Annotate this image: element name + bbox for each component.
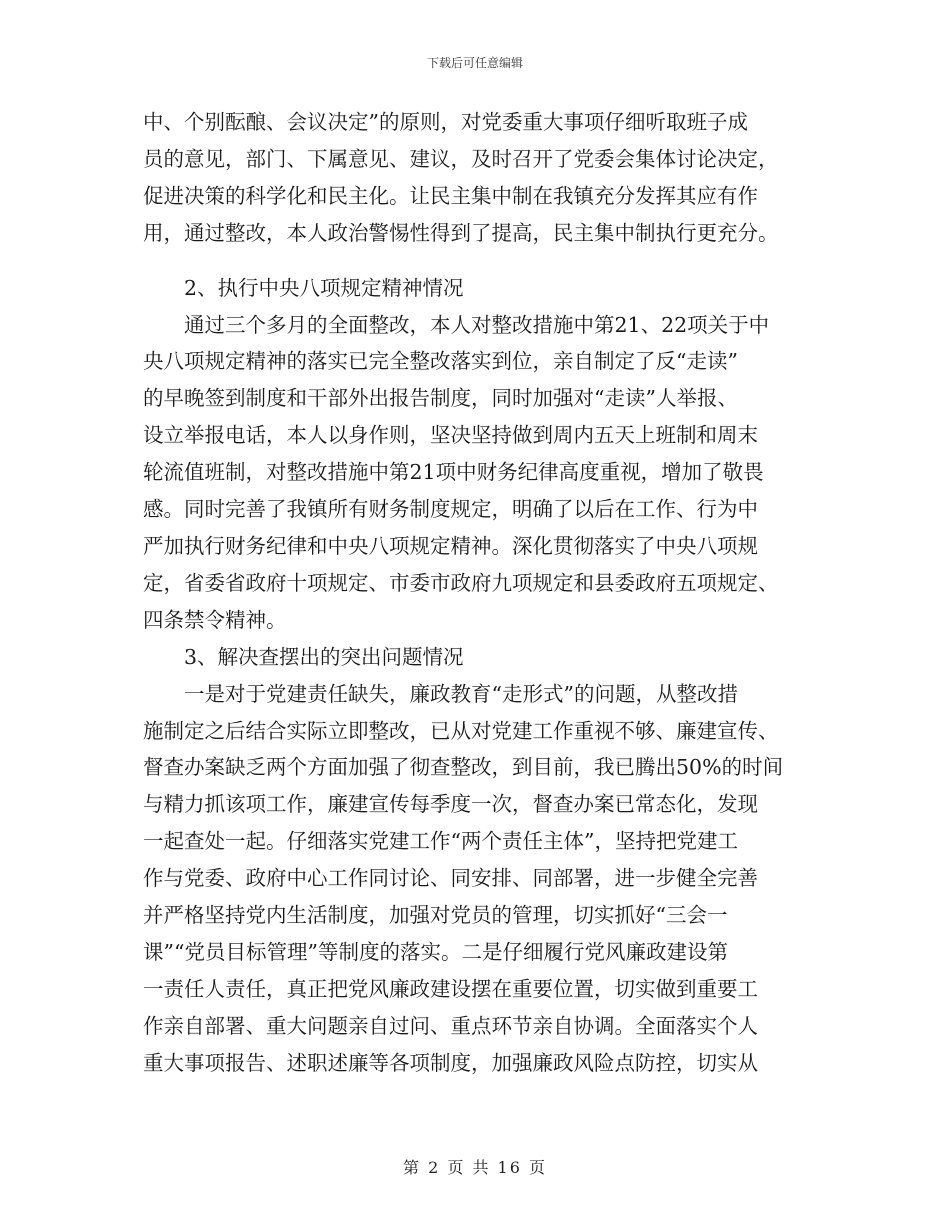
paragraph-prominent-issues (143, 676, 811, 1082)
text-line: 与精力抓该项工作，廉建宣传每季度一次，督查办案已常态化，发现 (143, 792, 758, 817)
text-line: 定，省委省政府十项规定、市委市政府九项规定和县委政府五项规定、 (143, 570, 779, 595)
text-line: 施制定之后结合实际立即整改，已从对党建工作重视不够、廉建宣传、 (143, 718, 779, 743)
text-line: 中、个别酝酿、会议决定”的原则，对党委重大事项仔细听取班子成 (143, 110, 748, 134)
text-line: 重大事项报告、述职述廉等各项制度，加强廉政风险点防控，切实从 (143, 1050, 758, 1075)
text-line: 轮流值班制，对整改措施中第21项中财务纪律高度重视，增加了敬畏 (143, 460, 764, 485)
paragraph-democratic-centralism (143, 104, 811, 252)
paragraph-eight-regulations (143, 307, 811, 639)
text-line: 作亲自部署、重大问题亲自过问、重点环节亲自协调。全面落实个人 (143, 1013, 758, 1038)
section-heading-2: 2、执行中央八项规定精神情况 (184, 275, 464, 300)
text-line: 并严格坚持党内生活制度，加强对党员的管理，切实抓好“三会一 (143, 903, 728, 928)
text-line: 严加执行财务纪律和中央八项规定精神。深化贯彻落实了中央八项规 (143, 533, 758, 558)
text-line: 一起查处一起。仔细落实党建工作“两个责任主体”，坚持把党建工 (143, 829, 738, 854)
text-line: 用，通过整改，本人政治警惕性得到了提高，民主集中制执行更充分。 (143, 220, 779, 245)
page-number-footer: 第 2 页 共 16 页 (403, 1158, 547, 1177)
text-line: 央八项规定精神的落实已完全整改落实到位，亲自制定了反“走读” (143, 349, 738, 374)
text-line: 课”“党员目标管理”等制度的落实。二是仔细履行党风廉政建设第 (143, 939, 728, 964)
text-line: 通过三个多月的全面整改，本人对整改措施中第21、22项关于中 (184, 312, 770, 337)
section-heading-3: 3、解决查摆出的突出问题情况 (184, 644, 464, 669)
document-body (143, 104, 811, 1082)
text-line: 感。同时完善了我镇所有财务制度规定，明确了以后在工作、行为中 (143, 497, 758, 522)
text-line: 一责任人责任，真正把党风廉政建设摆在重要位置，切实做到重要工 (143, 976, 758, 1001)
text-line: 四条禁令精神。 (143, 607, 287, 632)
text-line: 的早晚签到制度和干部外出报告制度，同时加强对“走读”人举报、 (143, 386, 738, 411)
text-line: 促进决策的科学化和民主化。让民主集中制在我镇充分发挥其应有作 (143, 183, 758, 208)
text-line: 员的意见，部门、下属意见、建议，及时召开了党委会集体讨论决定， (143, 146, 779, 171)
text-line: 设立举报电话，本人以身作则，坚决坚持做到周内五天上班制和周末 (143, 423, 758, 448)
text-line: 作与党委、政府中心工作同讨论、同安排、同部署，进一步健全完善 (143, 866, 758, 891)
page-header-note: 下载后可任意编辑 (426, 56, 523, 70)
text-line: 一是对于党建责任缺失，廉政教育“走形式”的问题，从整改措 (184, 681, 738, 706)
text-line: 督查办案缺乏两个方面加强了彻查整改，到目前，我已腾出50%的时间 (143, 755, 784, 780)
